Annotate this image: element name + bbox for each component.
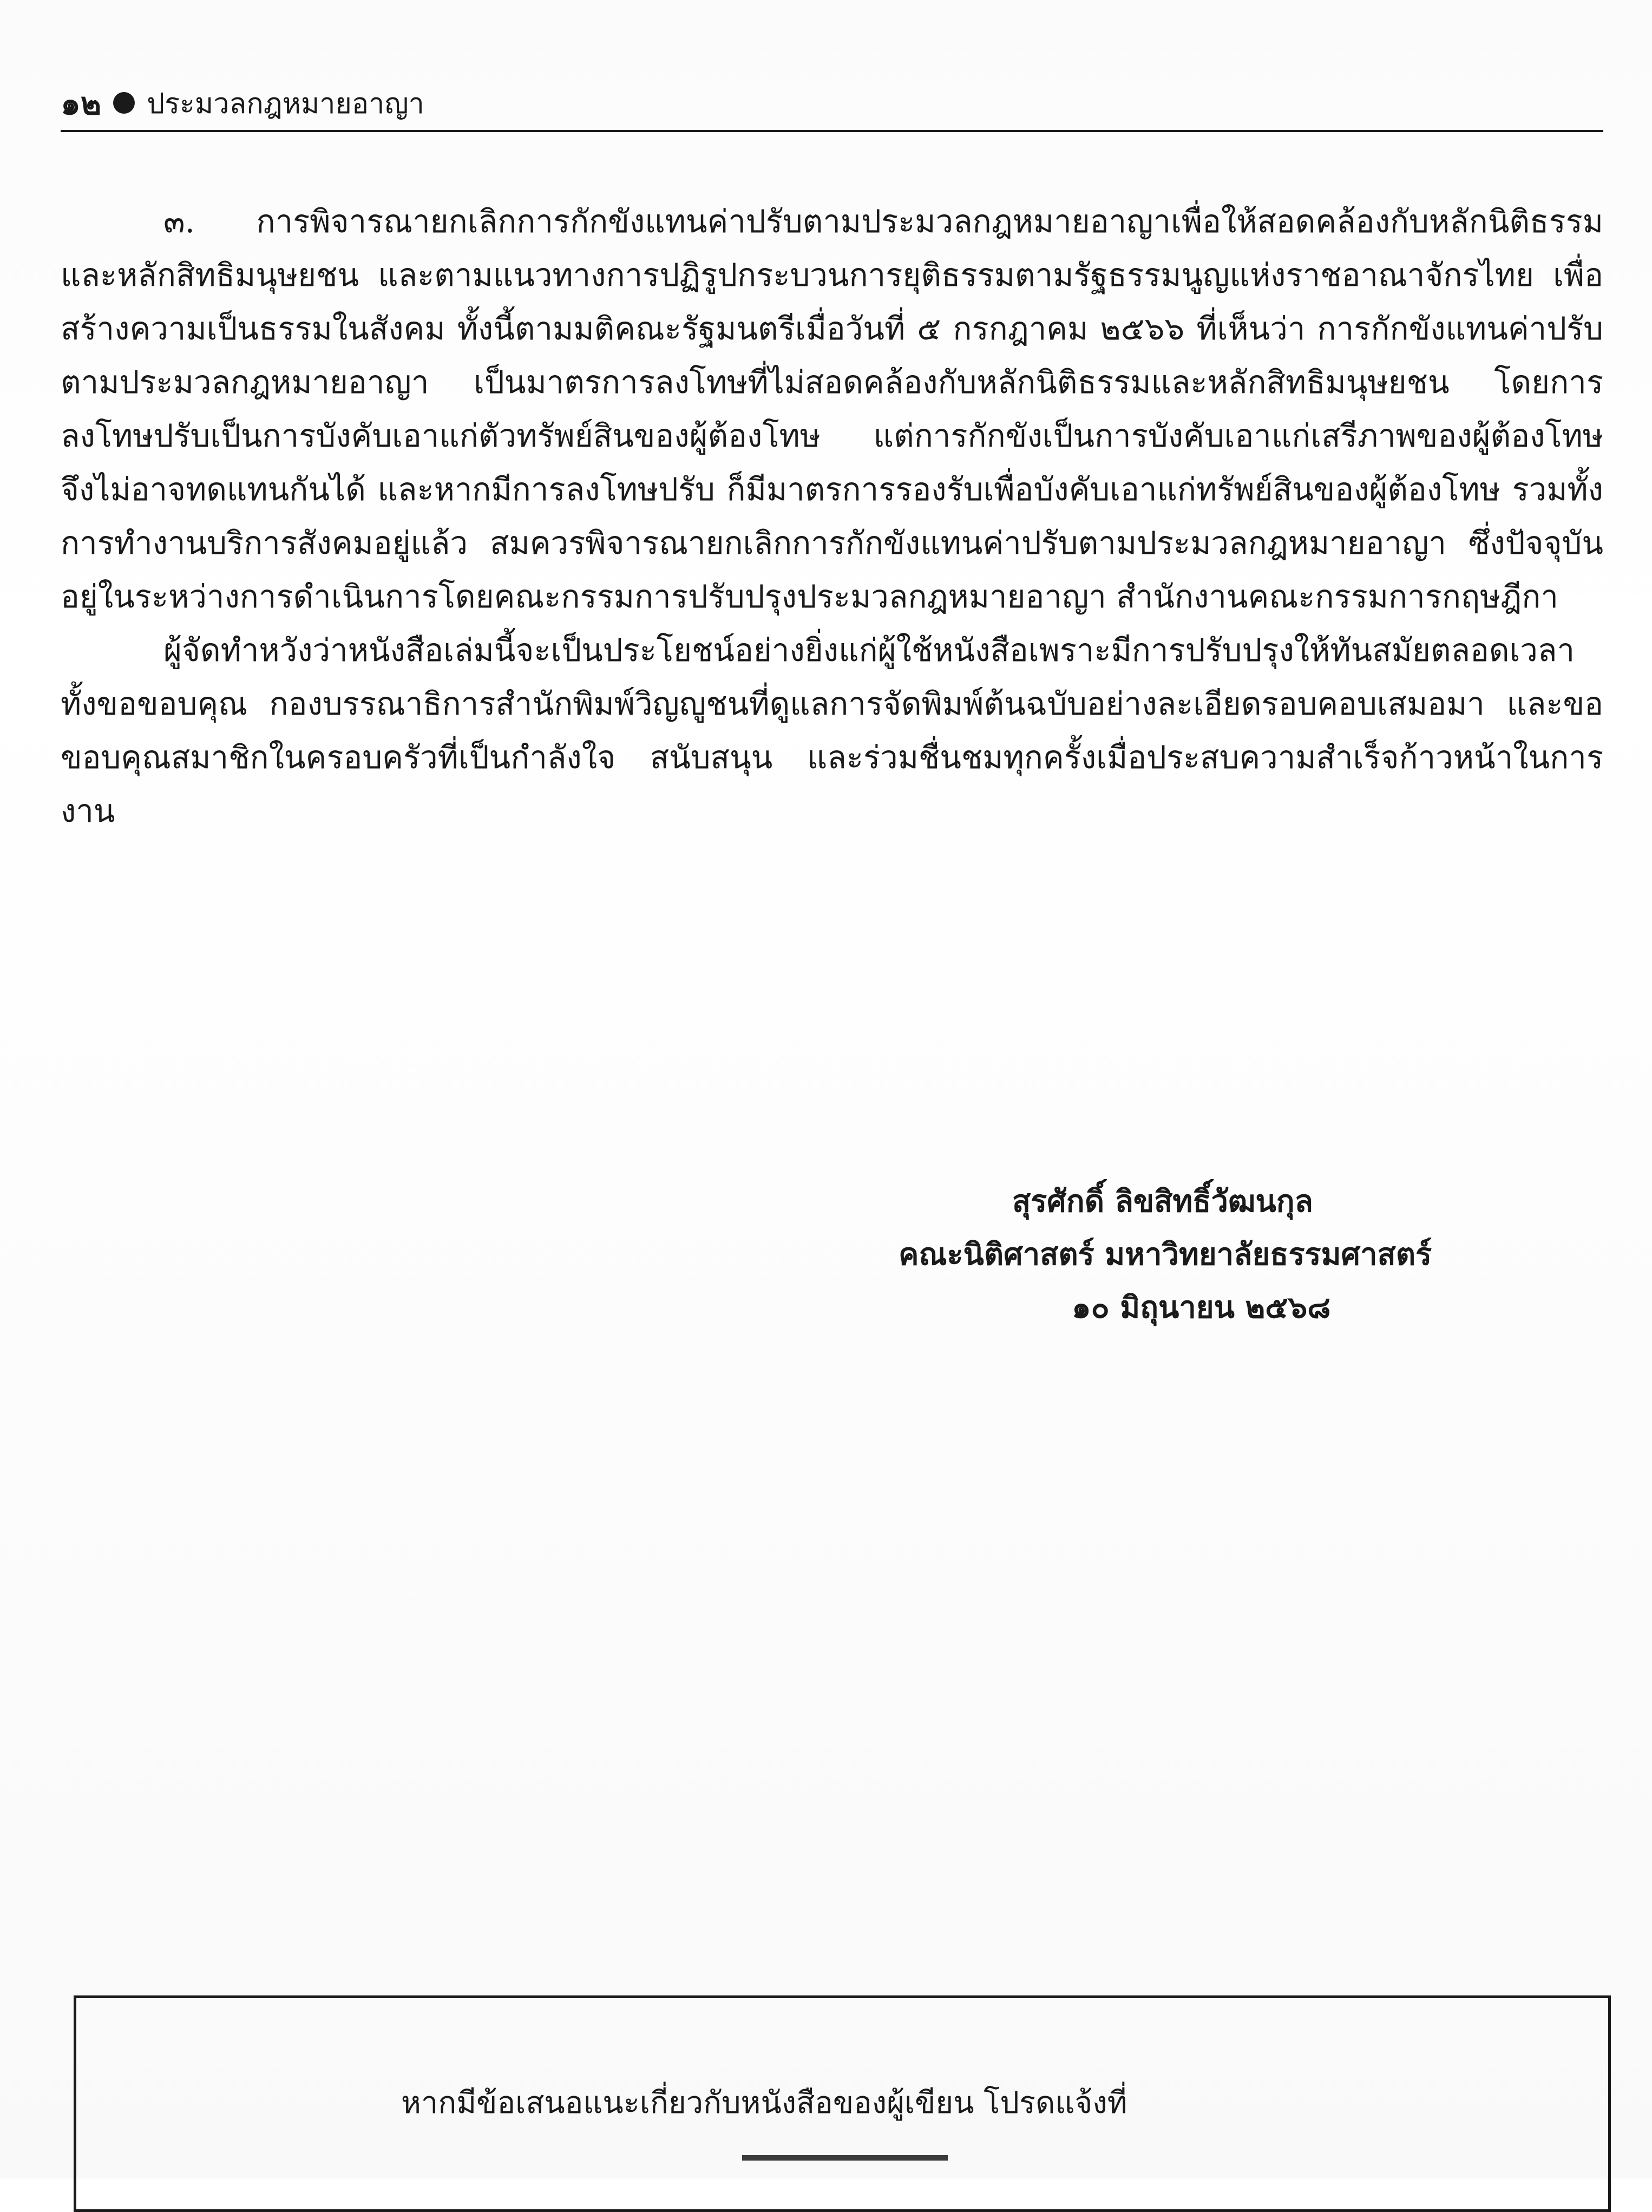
paragraph-item-3: ๓. การพิจารณายกเลิกการกักขังแทนค่าปรับตามประมวลกฎหมายอาญาเพื่อให้สอดคล้องกับหลักนิติธรรมและหลักสิทธิมนุษยชน และตามแนวทางการปฏิรูปกระบวนการยุติธรรมตามรัฐธรรมนูญแห่งราชอาณาจักรไทย เพื่อสร้างความเป็นธรรมในสังคม ทั้งนี้ตามมติคณะรัฐมนตรีเมื่อวันที่ ๕ กรกฎาคม ๒๕๖๖ ที่เห็นว่า การกักขังแทนค่าปรับตามประมวลกฎหมายอาญา เป็นมาตรการลงโทษที่ไม่สอดคล้องกับหลักนิติธรรมและหลักสิทธิมนุษยชน โดยการลงโทษปรับเป็นการบังคับเอาแก่ตัวทรัพย์สินของผู้ต้องโทษ แต่การกักขังเป็นการบังคับเอาแก่เสรีภาพของผู้ต้องโทษ จึงไม่อาจทดแทนกันได้ และหากมีการลงโทษปรับ ก็มีมาตรการรองรับเพื่อบังคับเอาแก่ทรัพย์สินของผู้ต้องโทษ รวมทั้งการทำงานบริการสังคมอยู่แล้ว สมควรพิจารณายกเลิกการกักขังแทนค่าปรับตามประมวลกฎหมายอาญา ซึ่งปัจจุบันอยู่ในระหว่างการดำเนินการโดยคณะกรรมการปรับปรุงประมวลกฎหมายอาญา สำนักงานคณะกรรมการกฤษฎีกา (61, 203, 1603, 615)
signature-date: ๑๐ มิถุนายน ๒๕๖๘ (1072, 1290, 1331, 1325)
signature-block (899, 1175, 1602, 1334)
header-rule (61, 130, 1603, 132)
author-affiliation: คณะนิติศาสตร์ มหาวิทยาลัยธรรมศาสตร์ (899, 1236, 1432, 1272)
page-number: ๑๒ (61, 84, 102, 122)
paragraph-acknowledgement: ผู้จัดทำหวังว่าหนังสือเล่มนี้จะเป็นประโยชน์อย่างยิ่งแก่ผู้ใช้หนังสือเพราะมีการปรับปรุงให้ทันสมัยตลอดเวลา ทั้งขอขอบคุณ กองบรรณาธิการสำนักพิมพ์วิญญูชนที่ดูแลการจัดพิมพ์ต้นฉบับอย่างละเอียดรอบคอบเสมอมา และขอขอบคุณสมาชิกในครอบครัวที่เป็นกำลังใจ สนับสนุน และร่วมชื่นชมทุกครั้งเมื่อประสบความสำเร็จก้าวหน้าในการงาน (61, 632, 1603, 829)
page-header (61, 76, 1598, 130)
author-name: สุรศักดิ์ ลิขสิทธิ์วัฒนกุล (1012, 1183, 1313, 1219)
notice-text: หากมีข้อเสนอแนะเกี่ยวกับหนังสือของผู้เขียน โปรดแจ้งที่ (401, 2085, 1127, 2121)
running-title: ประมวลกฎหมายอาญา (147, 87, 424, 120)
notice-box (74, 1995, 1611, 2212)
header-bullet-icon (113, 92, 135, 114)
body-text (61, 195, 1603, 838)
